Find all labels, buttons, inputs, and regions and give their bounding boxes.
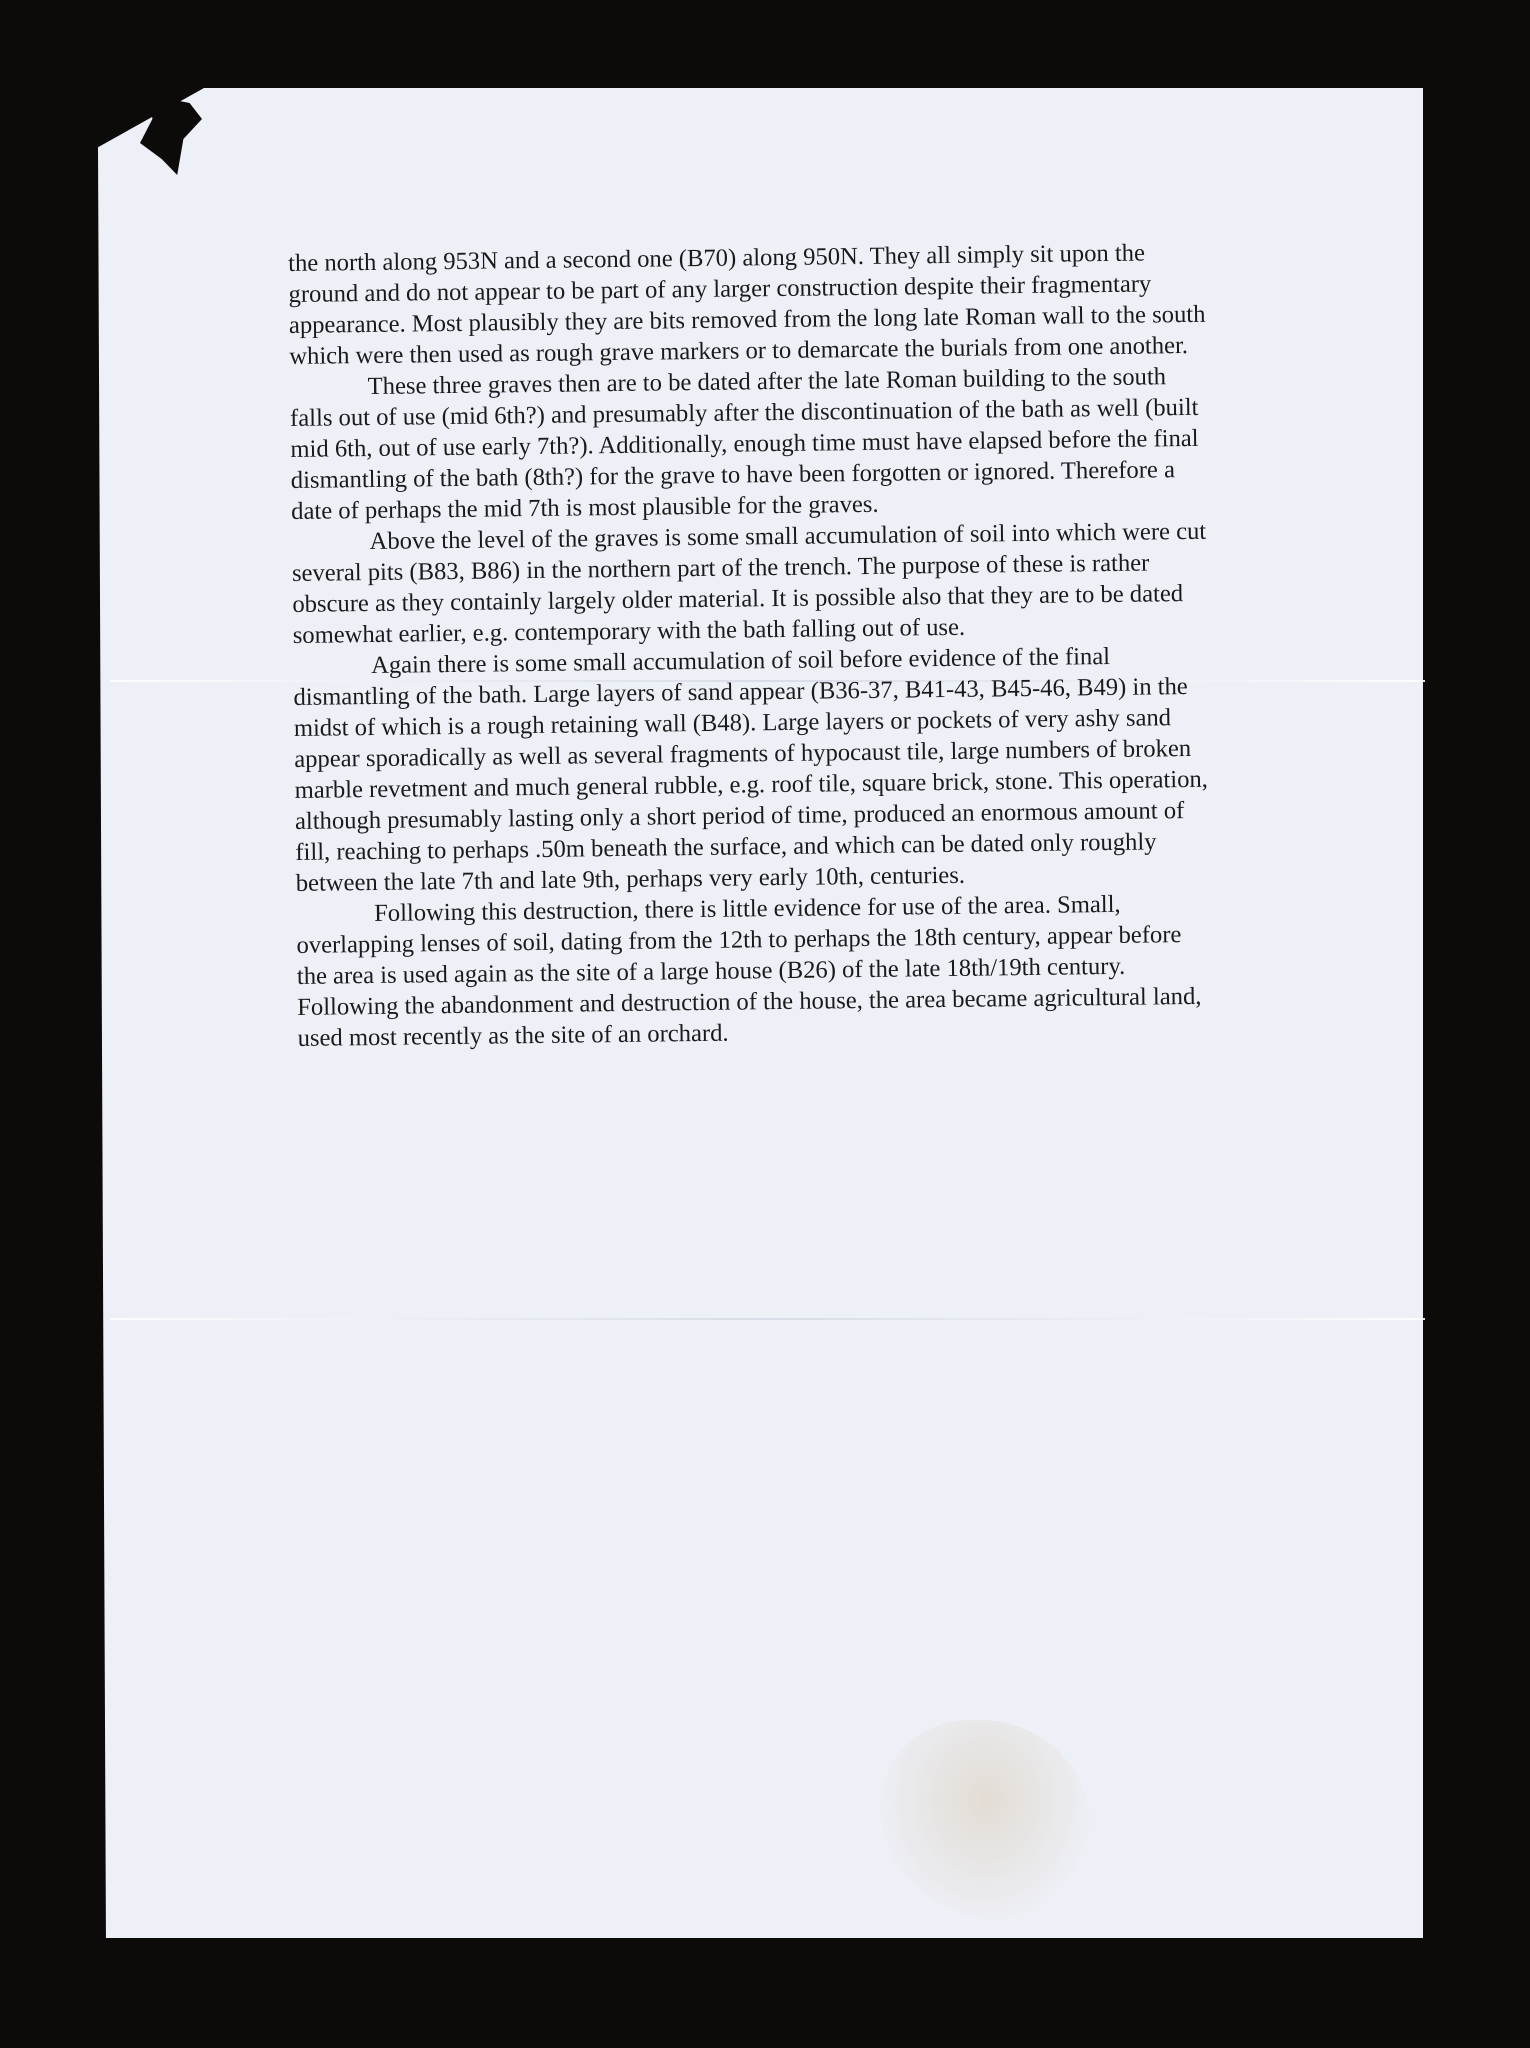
paragraph-4: Again there is some small accumulation of soil before evidence of the final dismantling of the bath. Large layers of sand appear (B36-37, B41-43, B45-46, B49) in the midst of which is a rough retaining wall (B48). Large layers or pockets of very ashy sand appear sporadically as well as several fragments of hypocaust tile, large numbers of broken marble revetment and much general rubble, e.g. roof tile, square brick, stone. This operation, although presumably lasting only a short period of time, produced an enormous amount of fill, reaching to perhaps .50m beneath the surface, and which can be dated only roughly between the late 7th and late 9th, perhaps very early 10th, centuries. <box>293 642 1209 897</box>
fold-crease-lower <box>110 1318 1425 1320</box>
paragraph-2: These three graves then are to be dated after the late Roman building to the south falls out of use (mid 6th?) and presumably after the discontinuation of the bath as well (built mid 6th, out of use early 7th?). Additionally, enough time must have elapsed before the final dismantling of the bath (8th?) for the grave to have been forgotten or ignored. Therefore a date of perhaps the mid 7th is most plausible for the graves. <box>289 363 1199 525</box>
document-body <box>288 237 1218 1054</box>
paragraph-3: Above the level of the graves is some small accumulation of soil into which were cut several pits (B83, B86) in the northern part of the trench. The purpose of these is rather obscure as they containly largely older material. It is possible also that they are to be dated somewhat earlier, e.g. contemporary with the bath falling out of use. <box>291 517 1207 649</box>
paragraph-5: Following this destruction, there is little evidence for use of the area. Small, overlapping lenses of soil, dating from the 12th to perhaps the 18th century, appear before the area is used again as the site of a large house (B26) of the late 18th/19th century. Following the abandonment and destruction of the house, the area became agricultural land, used most recently as the site of an orchard. <box>296 890 1202 1052</box>
paragraph-1: the north along 953N and a second one (B70) along 950N. They all simply sit upon the ground and do not appear to be part of any larger construction despite their fragmentary appearance. Most plausibly they are bits removed from the long late Roman wall to the south which were then used as rough grave markers or to demarcate the burials from one another. <box>288 239 1206 370</box>
